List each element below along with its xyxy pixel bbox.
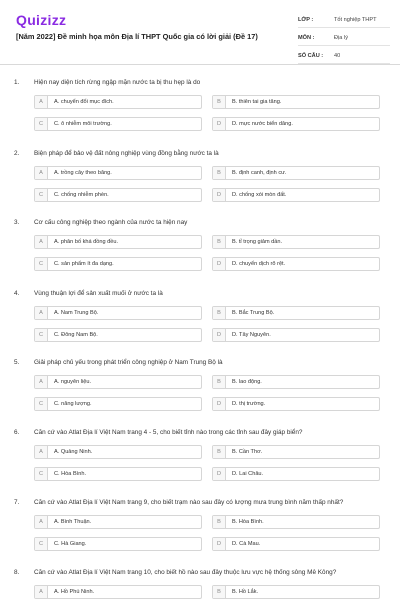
question-text: Căn cứ vào Atlat Địa lí Việt Nam trang 10, cho biết hồ nào sau đây thuộc lưu vực hệ thống sông Mê Kông? (34, 569, 337, 576)
option-letter: C (35, 398, 48, 410)
option-text: B. định canh, định cư. (232, 170, 287, 176)
question-text: Cơ cấu công nghiệp theo ngành của nước ta hiện nay (34, 219, 188, 226)
question-number: 5. (14, 359, 20, 366)
option-text: A. phân bố khá đồng đều. (54, 239, 119, 245)
question-text: Vùng thuận lợi để sản xuất muối ở nước ta là (34, 290, 163, 297)
option-text: D. mực nước biển dâng. (232, 121, 293, 127)
option-a[interactable] (34, 306, 202, 320)
option-b[interactable] (212, 445, 380, 459)
option-d[interactable] (212, 188, 380, 202)
question-number: 2. (14, 150, 20, 157)
option-letter: B (213, 586, 226, 598)
option-letter: C (35, 189, 48, 201)
option-d[interactable] (212, 117, 380, 131)
question-number: 1. (14, 79, 20, 86)
option-letter: A (35, 586, 48, 598)
option-letter: A (35, 167, 48, 179)
question-number: 6. (14, 429, 20, 436)
question-number: 4. (14, 290, 20, 297)
option-letter: B (213, 236, 226, 248)
option-letter: B (213, 446, 226, 458)
option-text: C. năng lượng. (54, 401, 92, 407)
option-c[interactable] (34, 467, 202, 481)
option-letter: A (35, 236, 48, 248)
quiz-title: [Năm 2022] Đề minh họa môn Địa lí THPT Quốc gia có lời giải (Đề 17) (16, 32, 258, 41)
option-letter: D (213, 468, 226, 480)
option-c[interactable] (34, 328, 202, 342)
option-text: D. Cà Mau. (232, 541, 261, 547)
option-text: C. chống nhiễm phèn. (54, 192, 109, 198)
option-text: A. Quảng Ninh. (54, 449, 93, 455)
quiz-meta (298, 12, 390, 66)
option-d[interactable] (212, 537, 380, 551)
option-text: D. chuyển dịch rõ rệt. (232, 261, 286, 267)
option-text: A. nguyên liệu. (54, 379, 92, 385)
question-number: 7. (14, 499, 20, 506)
option-a[interactable] (34, 585, 202, 599)
meta-value: Tốt nghiệp THPT (334, 16, 377, 23)
option-a[interactable] (34, 235, 202, 249)
question-text: Hiện nay diện tích rừng ngập mặn nước ta bị thu hẹp là do (34, 79, 201, 86)
option-letter: B (213, 307, 226, 319)
option-text: B. tỉ trọng giảm dần. (232, 239, 283, 245)
option-letter: C (35, 118, 48, 130)
meta-label: SỐ CÂU : (298, 52, 324, 59)
option-text: D. thị trường. (232, 401, 266, 407)
meta-value: Địa lý (334, 34, 348, 41)
option-text: C. Hòa Bình. (54, 471, 87, 477)
meta-row-grade (298, 12, 390, 28)
question-text: Biện pháp để bảo vệ đất nông nghiệp vùng đồng bằng nước ta là (34, 150, 219, 157)
option-letter: C (35, 329, 48, 341)
option-a[interactable] (34, 166, 202, 180)
option-text: D. Lai Châu. (232, 471, 264, 477)
option-c[interactable] (34, 257, 202, 271)
option-text: A. chuyển đổi mục đích. (54, 99, 114, 105)
option-letter: B (213, 376, 226, 388)
meta-label: LỚP : (298, 16, 314, 23)
question-text: Giải pháp chủ yếu trong phát triển công nghiệp ở Nam Trung Bộ là (34, 359, 223, 366)
option-b[interactable] (212, 585, 380, 599)
option-text: A. Bình Thuận. (54, 519, 92, 525)
option-letter: D (213, 329, 226, 341)
option-letter: C (35, 468, 48, 480)
option-letter: D (213, 398, 226, 410)
option-c[interactable] (34, 188, 202, 202)
option-b[interactable] (212, 375, 380, 389)
option-text: A. Nam Trung Bộ. (54, 310, 99, 316)
option-text: B. Hồ Lắk. (232, 589, 259, 595)
question-text: Căn cứ vào Atlat Địa lí Việt Nam trang 4 - 5, cho biết tỉnh nào trong các tỉnh sau đây giáp biển? (34, 429, 303, 436)
option-text: C. sản phẩm ít đa dạng. (54, 261, 114, 267)
option-letter: D (213, 258, 226, 270)
option-letter: D (213, 538, 226, 550)
option-letter: A (35, 307, 48, 319)
option-letter: A (35, 376, 48, 388)
quizizz-logo: Quizizz (16, 12, 67, 28)
option-a[interactable] (34, 515, 202, 529)
option-text: A. trồng cây theo băng. (54, 170, 112, 176)
question-number: 8. (14, 569, 20, 576)
meta-value: 40 (334, 52, 341, 59)
option-text: D. Tây Nguyên. (232, 332, 271, 338)
option-text: B. Hòa Bình. (232, 519, 264, 525)
option-text: B. lao động. (232, 379, 262, 385)
option-b[interactable] (212, 166, 380, 180)
option-text: C. Đông Nam Bộ. (54, 332, 98, 338)
option-text: D. chống xói mòn đất. (232, 192, 287, 198)
option-text: B. thiên tai gia tăng. (232, 99, 282, 105)
question-text: Căn cứ vào Atlat Địa lí Việt Nam trang 9, cho biết trạm nào sau đây có lượng mưa trung bình năm thấp nhất? (34, 499, 344, 506)
meta-label: MÔN : (298, 34, 315, 41)
option-d[interactable] (212, 328, 380, 342)
option-text: C. ô nhiễm môi trường. (54, 121, 112, 127)
option-d[interactable] (212, 257, 380, 271)
meta-row-subject (298, 30, 390, 46)
option-letter: D (213, 118, 226, 130)
worksheet-header (0, 0, 400, 65)
option-text: C. Hà Giang. (54, 541, 87, 547)
option-letter: A (35, 516, 48, 528)
option-letter: B (213, 167, 226, 179)
meta-row-question-count (298, 48, 390, 64)
option-a[interactable] (34, 445, 202, 459)
option-b[interactable] (212, 515, 380, 529)
option-text: B. Cần Thơ. (232, 449, 263, 455)
option-a[interactable] (34, 375, 202, 389)
option-b[interactable] (212, 235, 380, 249)
option-letter: C (35, 538, 48, 550)
option-d[interactable] (212, 467, 380, 481)
option-text: B. Bắc Trung Bộ. (232, 310, 275, 316)
option-letter: D (213, 189, 226, 201)
option-c[interactable] (34, 537, 202, 551)
option-letter: B (213, 516, 226, 528)
option-letter: A (35, 96, 48, 108)
option-b[interactable] (212, 95, 380, 109)
option-c[interactable] (34, 397, 202, 411)
option-letter: C (35, 258, 48, 270)
option-letter: B (213, 96, 226, 108)
question-number: 3. (14, 219, 20, 226)
option-text: A. Hồ Phú Ninh. (54, 589, 95, 595)
option-b[interactable] (212, 306, 380, 320)
option-d[interactable] (212, 397, 380, 411)
option-c[interactable] (34, 117, 202, 131)
option-a[interactable] (34, 95, 202, 109)
option-letter: A (35, 446, 48, 458)
